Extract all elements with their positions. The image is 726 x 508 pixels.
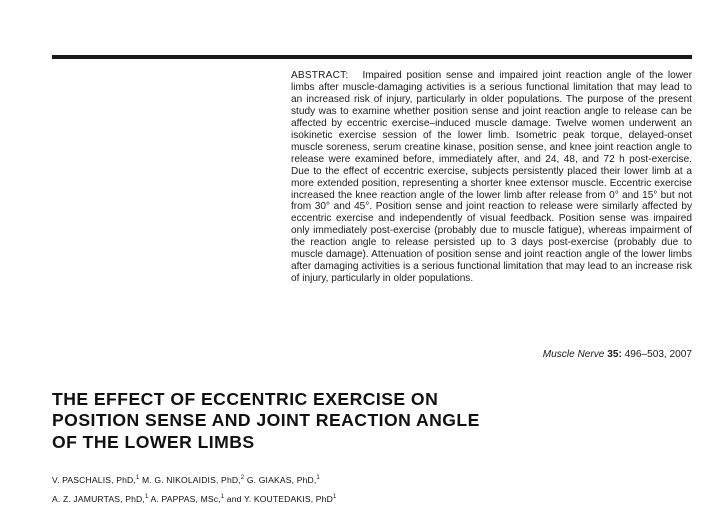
author-name: G. GIAKAS, PhD, [246, 475, 317, 485]
author-affiliation: 1 [135, 475, 140, 481]
abstract-label: ABSTRACT: [291, 70, 349, 81]
article-title [52, 389, 612, 453]
title-line-1: THE EFFECT OF ECCENTRIC EXERCISE ON [52, 389, 439, 409]
citation [291, 349, 692, 361]
author-name: V. PASCHALIS, PhD, [52, 475, 136, 485]
citation-journal: Muscle Nerve [542, 349, 605, 360]
author-affiliation: 1 [332, 494, 337, 500]
author-affiliation: 1 [220, 494, 225, 500]
author-name: A. PAPPAS, MSc, [150, 494, 221, 504]
author-affiliation: 2 [240, 475, 245, 481]
header-rule [52, 55, 692, 59]
author-line [52, 489, 652, 508]
author-name: and Y. KOUTEDAKIS, PhD [226, 494, 333, 504]
author-affiliation: 1 [316, 475, 320, 481]
author-affiliation: 1 [144, 494, 149, 500]
author-list [52, 470, 652, 508]
author-name: A. Z. JAMURTAS, PhD, [52, 494, 145, 504]
author-name: M. G. NIKOLAIDIS, PhD, [141, 475, 241, 485]
title-line-3: OF THE LOWER LIMBS [52, 431, 255, 452]
citation-volume: 35: [607, 349, 622, 360]
citation-pages: 496–503, 2007 [624, 349, 692, 360]
author-line [52, 470, 652, 489]
title-line-2: POSITION SENSE AND JOINT REACTION ANGLE [52, 410, 480, 431]
abstract [291, 70, 692, 285]
abstract-text: Impaired position sense and impaired joint reaction angle of the lower limbs after muscle-damaging activities is a serious functional limitation that may lead to an increased risk of injury, particularly in older populations. The purpose of the present study was to examine whether position sense and joint reaction angle to release can be affected by eccentric exercise–induced muscle damage. Twelve women underwent an isokinetic exercise session of the lower limb. Isometric peak torque, delayed-onset muscle soreness, serum creatine kinase, position sense, and knee joint reaction angle to release were examined before, immediately after, and 24, 48, and 72 h post-exercise. Due to the effect of eccentric exercise, subjects persistently placed their lower limb at a more extended position, representing a shorter knee extensor muscle. Eccentric exercise increased the knee reaction angle of the lower limb after release from 0° and 15° but not from 30° and 45°. Position sense and joint reaction to release were similarly affected by eccentric exercise and independently of visual feedback. Position sense was impaired only immediately post-exercise (probably due to muscle fatigue), whereas impairment of the reaction angle to release persisted up to 3 days post-exercise (probably due to muscle damage). Attenuation of position sense and joint reaction angle of the lower limbs after damaging activities is a serious functional limitation that may lead to an increase risk of injury, particularly in older populations. [291, 70, 692, 285]
